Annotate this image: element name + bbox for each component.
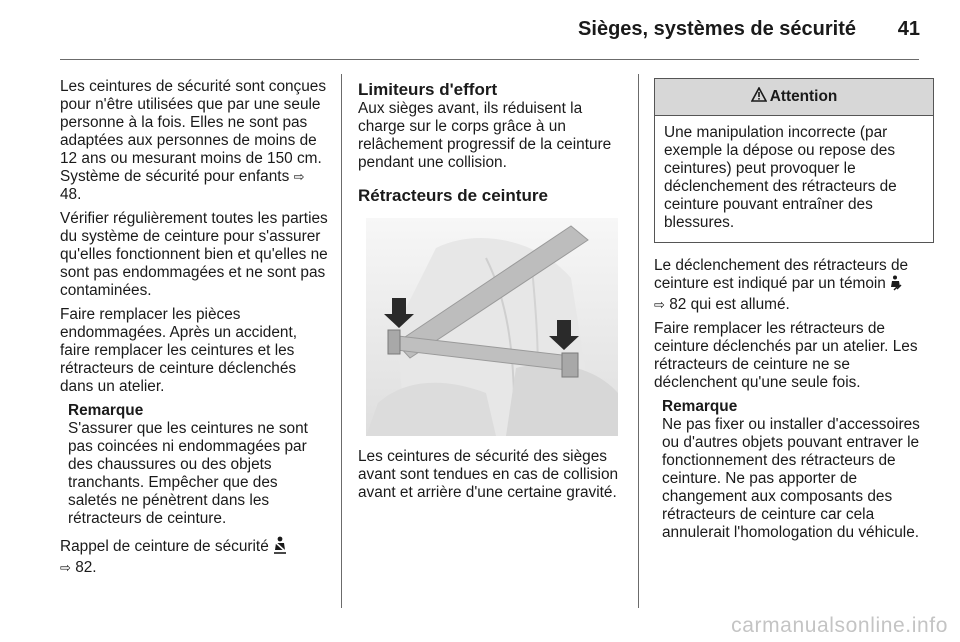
seatbelt-illustration (366, 218, 618, 436)
reference-arrow-icon: ⇨ (60, 560, 71, 575)
column-divider-1 (341, 74, 342, 608)
note-body: S'assurer que les ceintures ne sont pas coincées ni endommagées par des chaussures ou des objets tranchants. Empêcher que des saletés ne pénètrent dans les rétracteurs de ceinture. (68, 420, 308, 527)
note-box (662, 398, 924, 542)
note-body: Ne pas fixer ou installer d'accessoires ou d'autres objets pouvant entraver le fonctionnement des rétracteurs de ceinture. Ne pas apporter de changement aux composants des rétracteurs de ceinture car cela annulerait l'homologation du véhicule. (662, 416, 920, 541)
paragraph: Le déclenchement des rétracteurs de ceinture est indiqué par un témoin ⇨ 82 qui est allumé. (654, 257, 909, 313)
attention-box (654, 78, 934, 243)
column-2 (358, 78, 626, 508)
paragraph: Faire remplacer les rétracteurs de ceinture déclenchés par un atelier. Les rétracteurs de ceinture ne se déclenchent qu'une seule fois. (654, 320, 918, 391)
section-heading: Rétracteurs de ceinture (358, 186, 548, 205)
attention-header (655, 79, 933, 116)
paragraph: Les ceintures de sécurité sont conçues pour n'être utilisées que par une seule personne à la fois. Elles ne sont pas adaptées aux personnes de moins de 12 ans ou mesurant moins de 150 cm. Système de sécurité pour enfants ⇨ 48. (60, 78, 327, 203)
paragraph: Aux sièges avant, ils réduisent la charge sur le corps grâce à un relâchement progressif de la ceinture pendant une collision. (358, 100, 612, 171)
column-divider-2 (638, 74, 639, 608)
attention-title: Attention (769, 88, 838, 105)
note-box (68, 402, 328, 528)
header-rule (60, 59, 919, 60)
seatbelt-reminder-icon (273, 536, 287, 559)
paragraph: Les ceintures de sécurité des sièges avant sont tendues en cas de collision avant et arrière d'une certaine gravité. (358, 448, 619, 501)
section-heading: Limiteurs d'effort (358, 80, 498, 99)
column-1 (60, 78, 328, 583)
reference-arrow-icon: ⇨ (654, 297, 665, 312)
paragraph: Faire remplacer les pièces endommagées. Après un accident, faire remplacer les ceintures et les rétracteurs de ceinture déclenchés dans un atelier. (60, 306, 297, 395)
note-title: Remarque (662, 398, 738, 415)
watermark: carmanualsonline.info (731, 614, 948, 637)
page-header (0, 0, 960, 58)
paragraph: Rappel de ceinture de sécurité ⇨ 82. (60, 536, 328, 577)
pretensioner-warning-icon (890, 275, 902, 296)
paragraph: Vérifier régulièrement toutes les parties du système de ceinture pour s'assurer qu'elles fonctionnent bien et qu'elles ne sont pas endommagées et ne sont pas contaminées. (60, 210, 328, 299)
warning-triangle-icon (751, 87, 767, 107)
attention-body: Une manipulation incorrecte (par exemple la dépose ou repose des ceintures) peut provoquer le déclenchement des rétracteurs de ceinture pouvant entraîner des blessures. (664, 124, 897, 231)
page-title: Sièges, systèmes de sécurité (578, 18, 856, 40)
column-3 (654, 78, 924, 550)
reference-arrow-icon: ⇨ (293, 169, 305, 184)
note-title: Remarque (68, 402, 144, 419)
page-number: 41 (897, 18, 920, 40)
